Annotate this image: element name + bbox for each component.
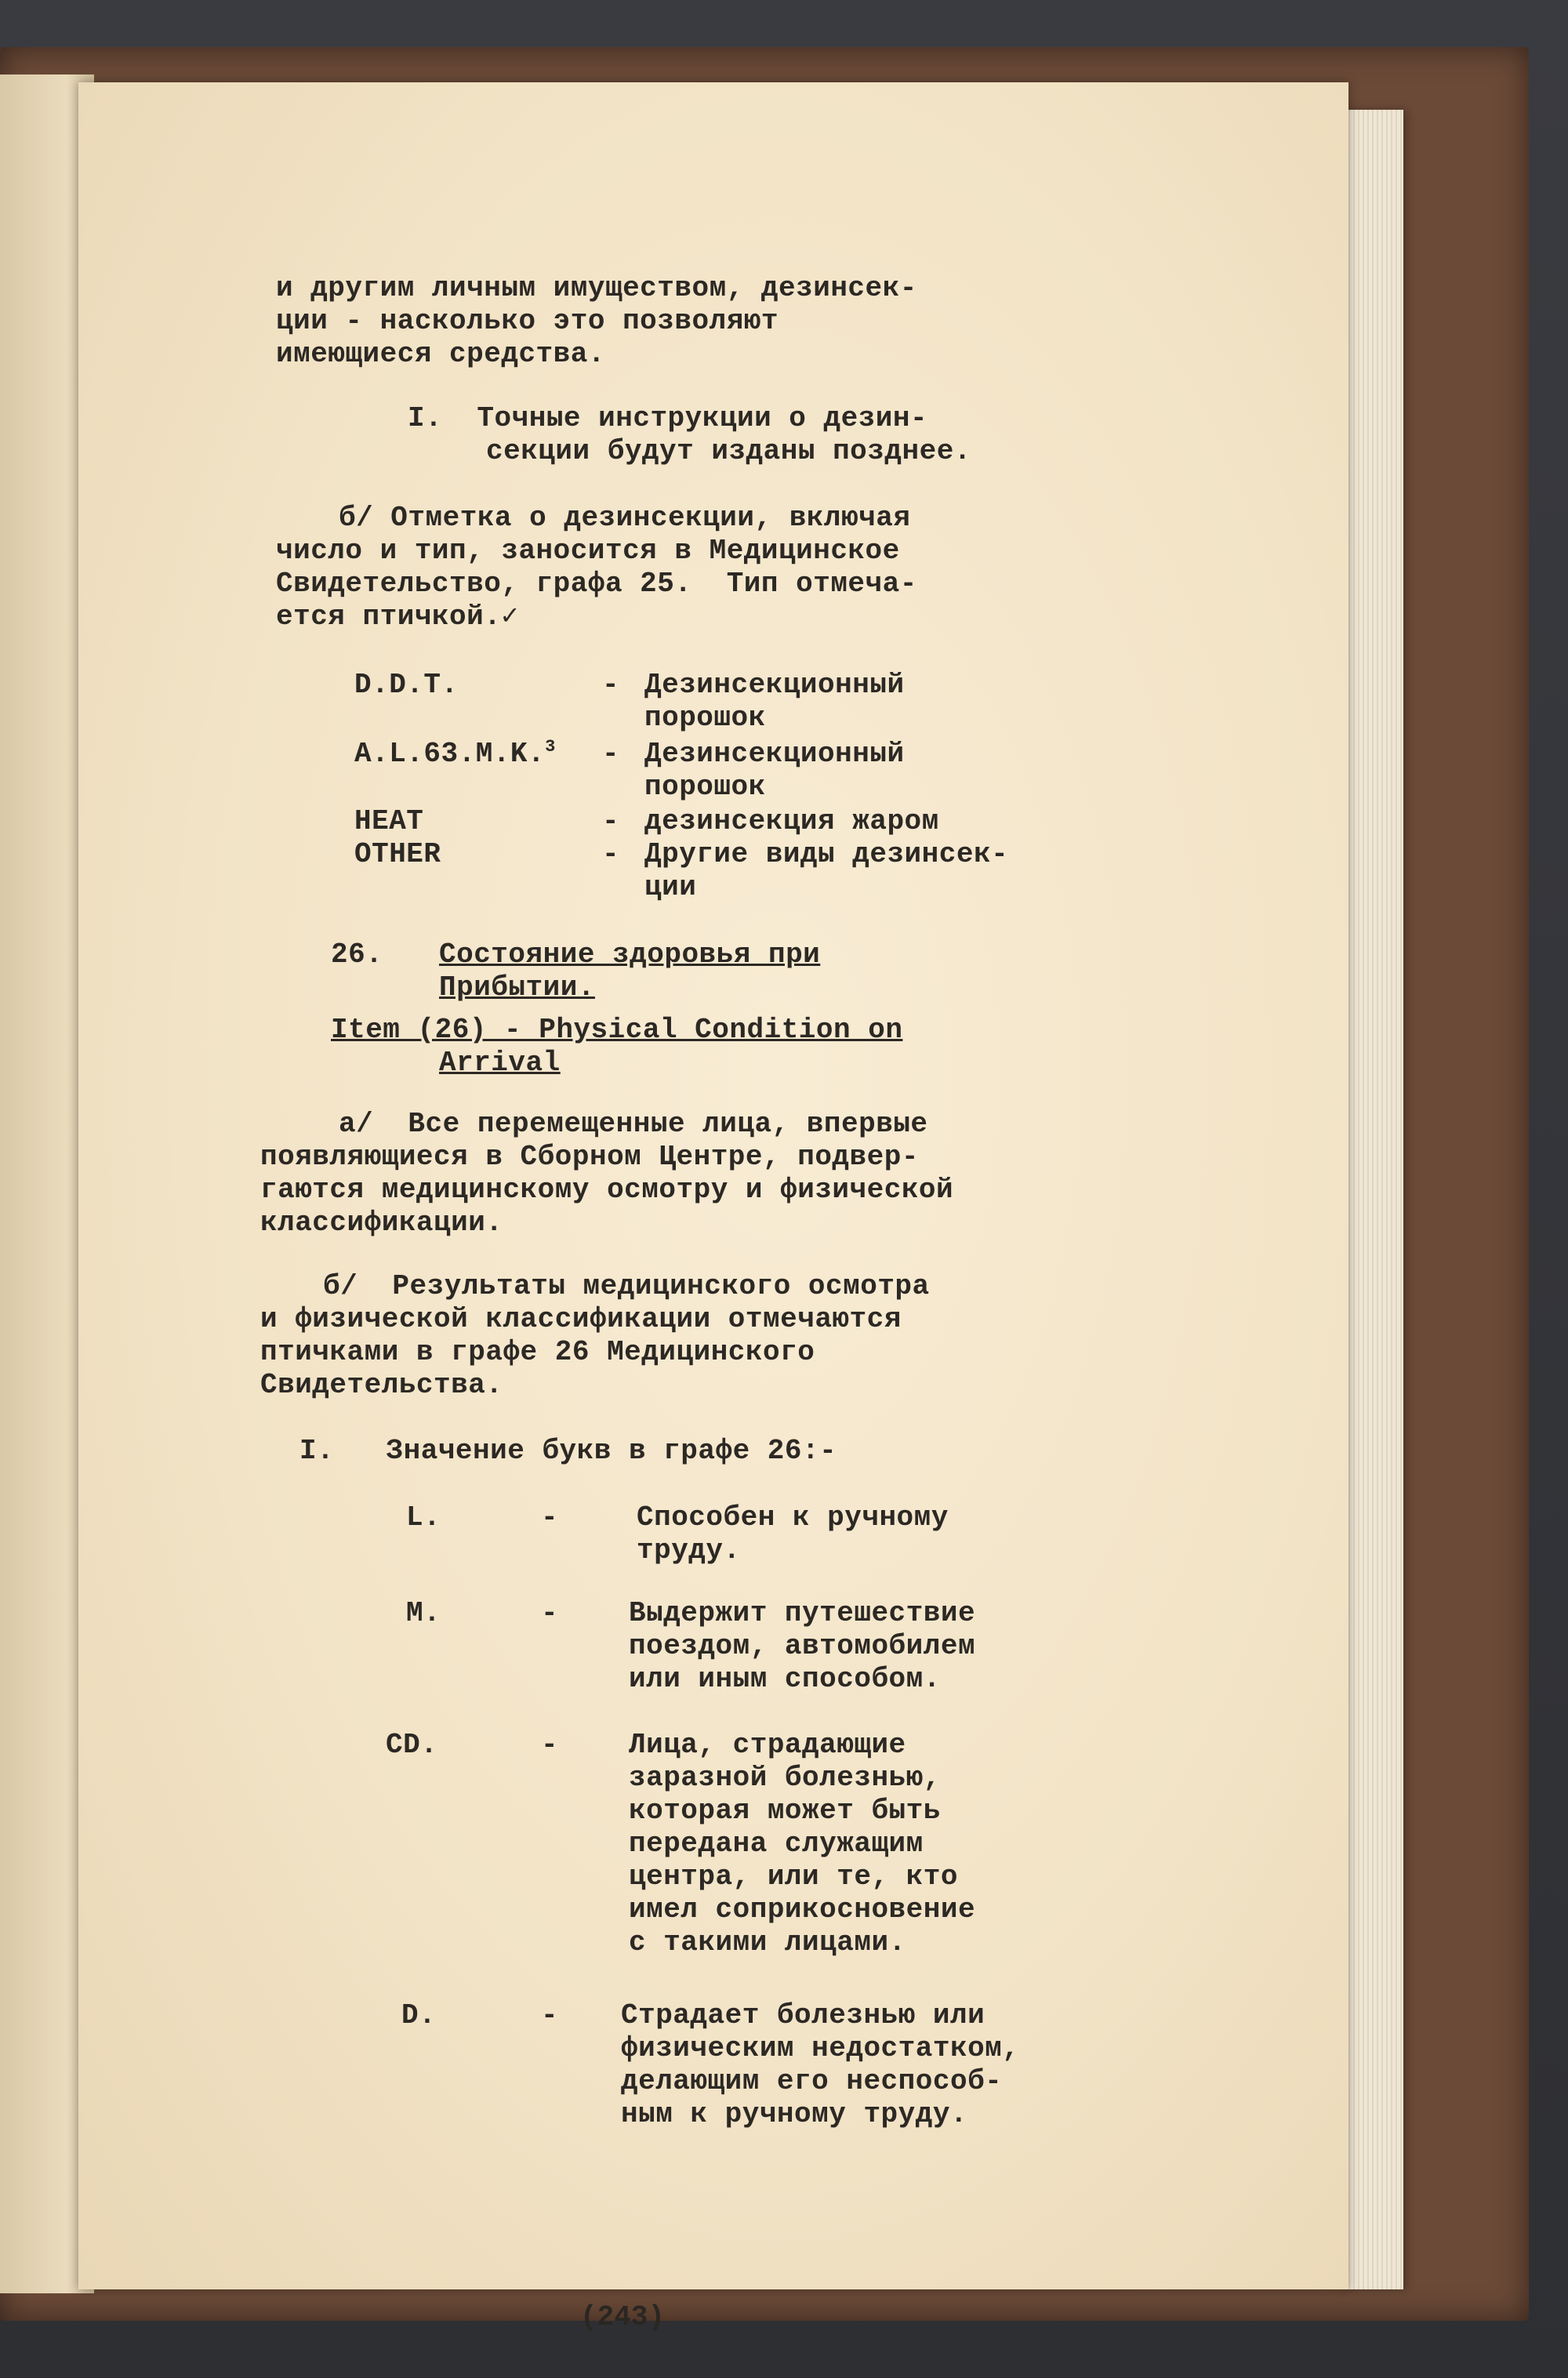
text-line: Выдержит путешествие [629, 1597, 976, 1629]
text-line: Свидетельства. [260, 1369, 503, 1401]
page-stack-edges [1341, 110, 1403, 2289]
code-label [354, 738, 556, 771]
code-label: D.D.T. [354, 669, 459, 701]
text-line: Страдает болезнью или [621, 1999, 985, 2031]
text-line: делающим его неспособ- [621, 2065, 1003, 2097]
text-line: число и тип, заносится в Медицинское [276, 535, 900, 567]
text-line: I. Значение букв в графе 26:- [299, 1435, 837, 1467]
text-line: I. Точные инструкции о дезин- [408, 402, 928, 434]
text-line: дезинсекция жаром [644, 805, 939, 837]
text-line: гаются медицинскому осмотру и физической [260, 1174, 954, 1206]
dash: - [602, 738, 620, 770]
text-line: Другие виды дезинсек- [644, 838, 1009, 870]
text-line: центра, или те, кто [629, 1861, 958, 1893]
text-line: ции - насколько это позволяют [276, 305, 779, 337]
code-label: CD. [386, 1729, 438, 1761]
text-line: Лица, страдающие [629, 1729, 906, 1761]
text-line: классификации. [260, 1207, 503, 1239]
text-line: появляющиеся в Сборном Центре, подвер- [260, 1141, 919, 1173]
text-line: с такими лицами. [629, 1926, 906, 1959]
dash: - [541, 1999, 559, 2031]
page-number: (243) [580, 2301, 666, 2333]
dash: - [541, 1729, 559, 1761]
text-line: передана служащим [629, 1828, 924, 1860]
text-line: Дезинсекционный [644, 738, 905, 770]
text-line: Способен к ручному [637, 1501, 949, 1534]
text-line: Свидетельство, графа 25. Тип отмеча- [276, 568, 917, 600]
superscript: 3 [545, 737, 556, 757]
code-label: D. [401, 1999, 437, 2031]
dash: - [602, 669, 620, 701]
text-line: порошок [644, 771, 766, 803]
code-label: HEAT [354, 805, 424, 837]
text-line: секции будут изданы позднее. [486, 435, 971, 467]
code-label: OTHER [354, 838, 441, 870]
code-label: L. [406, 1501, 441, 1534]
dash: - [602, 805, 620, 837]
text-line: поездом, автомобилем [629, 1630, 976, 1662]
text-line: имел соприкосновение [629, 1893, 976, 1926]
section-heading-english: Arrival [439, 1047, 561, 1079]
text-line: а/ Все перемещенные лица, впервые [339, 1108, 928, 1140]
text-line: заразной болезнью, [629, 1762, 941, 1794]
text-line: ции [644, 871, 697, 903]
text-line: и другим личным имуществом, дезинсек- [276, 272, 917, 304]
text-line: ется птичкой.✓ [276, 601, 519, 633]
section-heading: Состояние здоровья при [439, 938, 821, 971]
code-label: M. [406, 1597, 441, 1629]
section-heading: Прибытии. [439, 971, 595, 1004]
dash: - [541, 1597, 559, 1629]
text-line: б/ Результаты медицинского осмотра [323, 1270, 930, 1302]
section-number: 26. [331, 938, 383, 971]
text-line: или иным способом. [629, 1663, 941, 1695]
dash: - [602, 838, 620, 870]
section-heading-english: Item (26) - Physical Condition on [331, 1014, 903, 1046]
text-line: физическим недостатком, [621, 2032, 1020, 2064]
document-page [78, 82, 1348, 2333]
text-line: птичками в графе 26 Медицинского [260, 1336, 815, 1368]
text-line: б/ Отметка о дезинсекции, включая [339, 502, 911, 534]
text-line: которая может быть [629, 1795, 941, 1827]
text-line: и физической классификации отмечаются [260, 1303, 902, 1335]
text-line: порошок [644, 702, 766, 734]
text-line: труду. [637, 1534, 741, 1567]
code-label-text: A.L.63.M.K. [354, 738, 546, 770]
dash: - [541, 1501, 559, 1534]
text-line: Дезинсекционный [644, 669, 905, 701]
text-line: ным к ручному труду. [621, 2098, 968, 2130]
text-line: имеющиеся средства. [276, 338, 605, 370]
